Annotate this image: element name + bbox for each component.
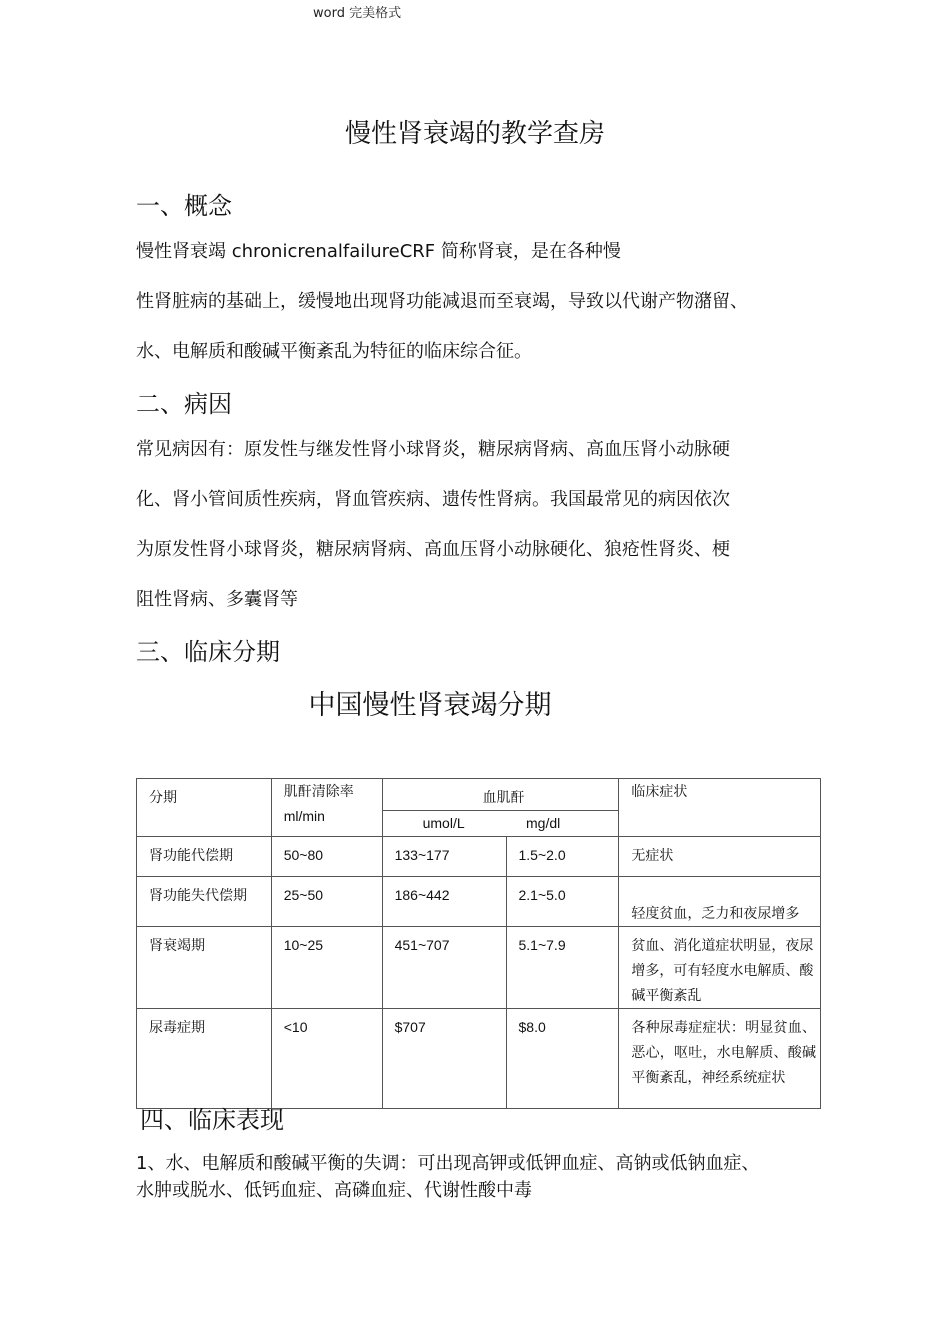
cell-stage: 肾功能代偿期	[137, 837, 272, 877]
header-stage: 分期	[137, 779, 272, 837]
cell-symptoms: 无症状	[619, 837, 821, 877]
cell-clearance: <10	[271, 1009, 382, 1109]
header-symptoms: 临床症状	[619, 779, 821, 837]
cell-clearance: 50~80	[271, 837, 382, 877]
header-clearance-unit: ml/min	[283, 808, 325, 824]
header-unit-umol: umol/L	[382, 811, 506, 837]
paragraph-line: 化、肾小管间质性疾病，肾血管疾病、遗传性肾病。我国最常见的病因依次	[136, 489, 730, 510]
paragraph-line: 慢性肾衰竭 chronicrenalfailureCRF 简称肾衰，是在各种慢	[136, 241, 621, 262]
table-row	[137, 927, 821, 1009]
paragraph-line: 1、水、电解质和酸碱平衡的失调：可出现高钾或低钾血症、高钠或低钠血症、	[136, 1153, 760, 1174]
section-etiology-text	[136, 425, 836, 625]
header-clearance	[271, 779, 382, 837]
section-concept-text	[136, 227, 836, 377]
table-title: 中国慢性肾衰竭分期	[308, 690, 552, 721]
cell-mgdl: 1.5~2.0	[506, 837, 619, 877]
cell-clearance: 25~50	[271, 877, 382, 927]
section-heading-staging: 三、临床分期	[136, 638, 280, 666]
cell-umol: 451~707	[382, 927, 506, 1009]
paragraph-line: 水、电解质和酸碱平衡紊乱为特征的临床综合征。	[136, 341, 532, 362]
cell-stage: 尿毒症期	[137, 1009, 272, 1109]
document-title: 慢性肾衰竭的教学查房	[344, 119, 605, 149]
cell-clearance: 10~25	[271, 927, 382, 1009]
section-clinical-text	[136, 1150, 836, 1204]
cell-umol: 186~442	[382, 877, 506, 927]
paragraph-line: 常见病因有：原发性与继发性肾小球肾炎，糖尿病肾病、高血压肾小动脉硬	[136, 439, 730, 460]
section-heading-concept: 一、概念	[136, 192, 232, 220]
section-heading-etiology: 二、病因	[136, 390, 232, 418]
cell-symptoms: 各种尿毒症症状：明显贫血、恶心，呕吐，水电解质、酸碱平衡紊乱，神经系统症状	[619, 1009, 821, 1109]
header-clearance-label: 肌酐清除率	[283, 783, 354, 799]
cell-mgdl: $8.0	[506, 1009, 619, 1109]
section-heading-clinical: 四、临床表现	[140, 1106, 284, 1134]
staging-table	[136, 778, 821, 1109]
cell-mgdl: 2.1~5.0	[506, 877, 619, 927]
paragraph-line: 阻性肾病、多囊肾等	[136, 589, 298, 610]
header-unit-mgdl: mg/dl	[506, 811, 619, 837]
paragraph-line: 性肾脏病的基础上，缓慢地出现肾功能减退而至衰竭，导致以代谢产物潴留、	[136, 291, 748, 312]
cell-mgdl: 5.1~7.9	[506, 927, 619, 1009]
page-header-label: word 完美格式	[313, 6, 402, 21]
cell-umol: $707	[382, 1009, 506, 1109]
cell-umol: 133~177	[382, 837, 506, 877]
table-row	[137, 837, 821, 877]
header-serum-creatinine: 血肌酐	[382, 779, 619, 811]
table-header-row	[137, 779, 821, 811]
table-row	[137, 1009, 821, 1109]
cell-symptoms: 轻度贫血，乏力和夜尿增多	[619, 877, 821, 927]
paragraph-line: 水肿或脱水、低钙血症、高磷血症、代谢性酸中毒	[136, 1180, 532, 1201]
table-row	[137, 877, 821, 927]
cell-symptoms: 贫血、消化道症状明显，夜尿增多，可有轻度水电解质、酸碱平衡紊乱	[619, 927, 821, 1009]
cell-stage: 肾功能失代偿期	[137, 877, 272, 927]
paragraph-line: 为原发性肾小球肾炎，糖尿病肾病、高血压肾小动脉硬化、狼疮性肾炎、梗	[136, 539, 730, 560]
cell-stage: 肾衰竭期	[137, 927, 272, 1009]
